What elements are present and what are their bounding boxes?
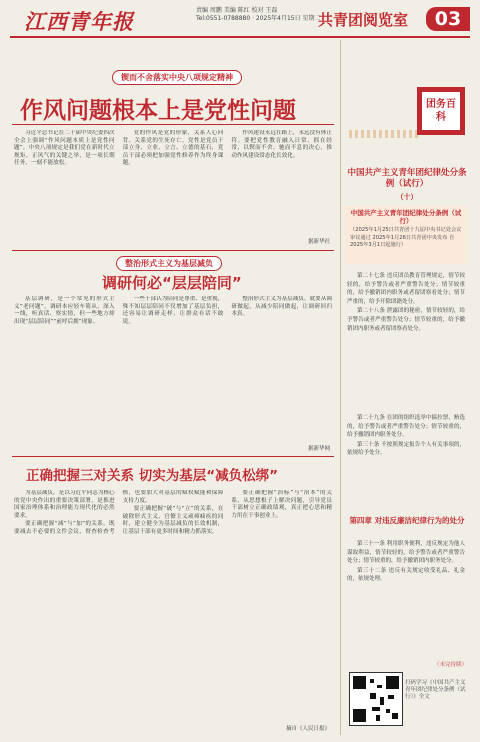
- masthead: [0, 0, 480, 40]
- article1-paragraph: 作风建设永远在路上，永远没有休止符。要把党性教育融入日常、抓在经常，以锲而不舍、驰而不息的决心，推动作风建设常态化长效化。: [231, 130, 332, 159]
- sidebar-paragraph: 第三十条 不按照规定报告个人有关事项的，依规给予处分。: [347, 441, 465, 457]
- sidebar-info-box: [345, 206, 467, 264]
- divider: [12, 456, 334, 457]
- article2-kicker: 整治形式主义为基层减负: [116, 256, 222, 271]
- section-title: 共青团阅览室: [318, 11, 409, 29]
- main-column: [12, 40, 334, 735]
- sidebar-paragraph: 第二十八条 泄露团的秘密，情节较轻的，给予警告或者严重警告处分；情节较重的，给予撤销团内职务或者留团察看处分。: [347, 308, 465, 332]
- article2-byline: 据新华网: [307, 446, 330, 452]
- article3-headline[interactable]: 正确把握三对关系 切实为基层“减负松绑”: [26, 468, 278, 484]
- article1-paragraph: 习近平总书记在二十届中央纪委四次全会上强调“作风问题本质上是党性问题”。中央八项规定是我们党在新时代立规矩、正风气的关键之举，是一项长期任务，一刻不能放松。: [14, 130, 115, 167]
- sidebar-paragraph: 第二十七条 违反团员教育管理规定，情节较轻的，给予警告或者严重警告处分；情节较重的，给予撤销团内职务或者留团察看处分；情节严重的，给予开除团籍处分。: [347, 273, 465, 305]
- sidebar-articles-b: [347, 414, 465, 510]
- editor-line: 责编 周鹏 美编 陈红 校对 王磊: [196, 7, 278, 14]
- article3-paragraph: 为基层减负，是以习近平同志为核心的党中央作出的重要决策部署，是推进国家治理体系和治理能力现代化的必然要求。: [14, 490, 115, 519]
- article3-body: [14, 490, 332, 722]
- masthead-meta: [196, 7, 321, 23]
- article1-paragraph: 党的作风是党的形象，关系人心向背、关系党的生死存亡。党性是党员干部立身、立业、立言、立德的基石，党员干部必须把加强党性修养作为终身课题。: [122, 130, 224, 167]
- article2-headline[interactable]: 调研何必“层层陪同”: [102, 274, 242, 292]
- badge-label: 团务百科: [422, 92, 460, 130]
- qr-code-icon[interactable]: [349, 672, 403, 726]
- sidebar-articles-a: [347, 272, 465, 412]
- article3-byline: 摘自《人民日报》: [285, 726, 330, 732]
- sidebar-articles-c: [347, 540, 465, 658]
- sidebar-paragraph: 第三十二条 违反有关规定收受礼品、礼金的，依规处理。: [347, 567, 465, 583]
- sidebar-paragraph: 第二十九条 在团的组织选举中搞拉票、贿选的，给予警告或者严重警告处分；情节较重的，给予撤销团内职务处分。: [347, 415, 465, 439]
- article3-paragraph: 要正确把握“破”与“立”的关系，在破除形式主义、官僚主义顽瘴痼疾的同时，建立健全为基层减负的长效机制，让基层干部有更多时间和精力抓落实。: [122, 506, 224, 535]
- divider: [12, 250, 334, 251]
- article1-headline[interactable]: 作风问题根本上是党性问题: [20, 98, 296, 124]
- article2-body: [14, 296, 332, 444]
- to-be-continued: （未完待续）: [433, 662, 467, 668]
- masthead-rule: [10, 36, 470, 38]
- qr-caption: 扫码学习《中国共产主义青年团纪律处分条例（试行）》全文: [405, 680, 466, 700]
- decorative-pattern: [349, 130, 419, 138]
- page-number: 03: [426, 7, 470, 31]
- article1-byline: 据新华社: [307, 239, 330, 245]
- sidebar: [340, 40, 473, 735]
- sidebar-paragraph: 第三十一条 利用职务便利，违反规定为他人谋取利益，情节较轻的，给予警告或者严重警告处分；情节较重的，给予撤销团内职务处分。: [347, 541, 465, 565]
- article1-kicker: 锲而不舍落实中央八项规定精神: [112, 70, 242, 85]
- date-line: Tel:0551-0788880 · 2025年4月15日 星期二: [196, 15, 321, 22]
- article2-paragraph: 整治形式主义为基层减负，就要从调研做起，从减少陪同做起，让调研回归本真。: [231, 296, 332, 318]
- info-box-text: （2025年1月25日共青团十九届中央书记处会议审议通过 2025年1月26日共青团中央发布 自2025年3月1日起施行）: [350, 227, 462, 248]
- article1-body: [14, 130, 332, 236]
- article3-paragraph: 要正确把握“治标”与“治本”的关系，从思想根子上解决问题，引导党员干部树立正确政绩观，真正把心思和精力用在干事创业上。: [231, 490, 332, 519]
- sidebar-title[interactable]: 中国共产主义青年团纪律处分条例（试行）: [347, 168, 467, 189]
- article2-paragraph: 一些干部认为陪同是尊重、是重视，殊不知层层陪同不仅增加了基层负担，还容易让调研走样、让群众有话不敢说。: [122, 296, 224, 325]
- newspaper-logo: 江西青年报: [24, 9, 134, 34]
- article3-paragraph: 要正确把握“减”与“加”的关系，既要减去不必要的文件会议、督查检查考核，也要加大对基层的赋权赋能和保障支持力度。: [14, 490, 224, 535]
- article1-rule: [12, 124, 334, 125]
- section-badge: [417, 87, 465, 135]
- article2-paragraph: 基层调研，是一个常见的形式主义“老问题”。调研本应轻车简从、深入一线，听真话、察实情，但一些地方却出现“层层陪同”“前呼后拥”现象。: [14, 296, 115, 325]
- info-box-title: 中国共产主义青年团纪律处分条例（试行）: [350, 209, 462, 225]
- sidebar-chapter-heading: 第四章 对违反廉洁纪律行为的处分: [349, 516, 465, 525]
- sidebar-subtitle: （十）: [396, 193, 418, 201]
